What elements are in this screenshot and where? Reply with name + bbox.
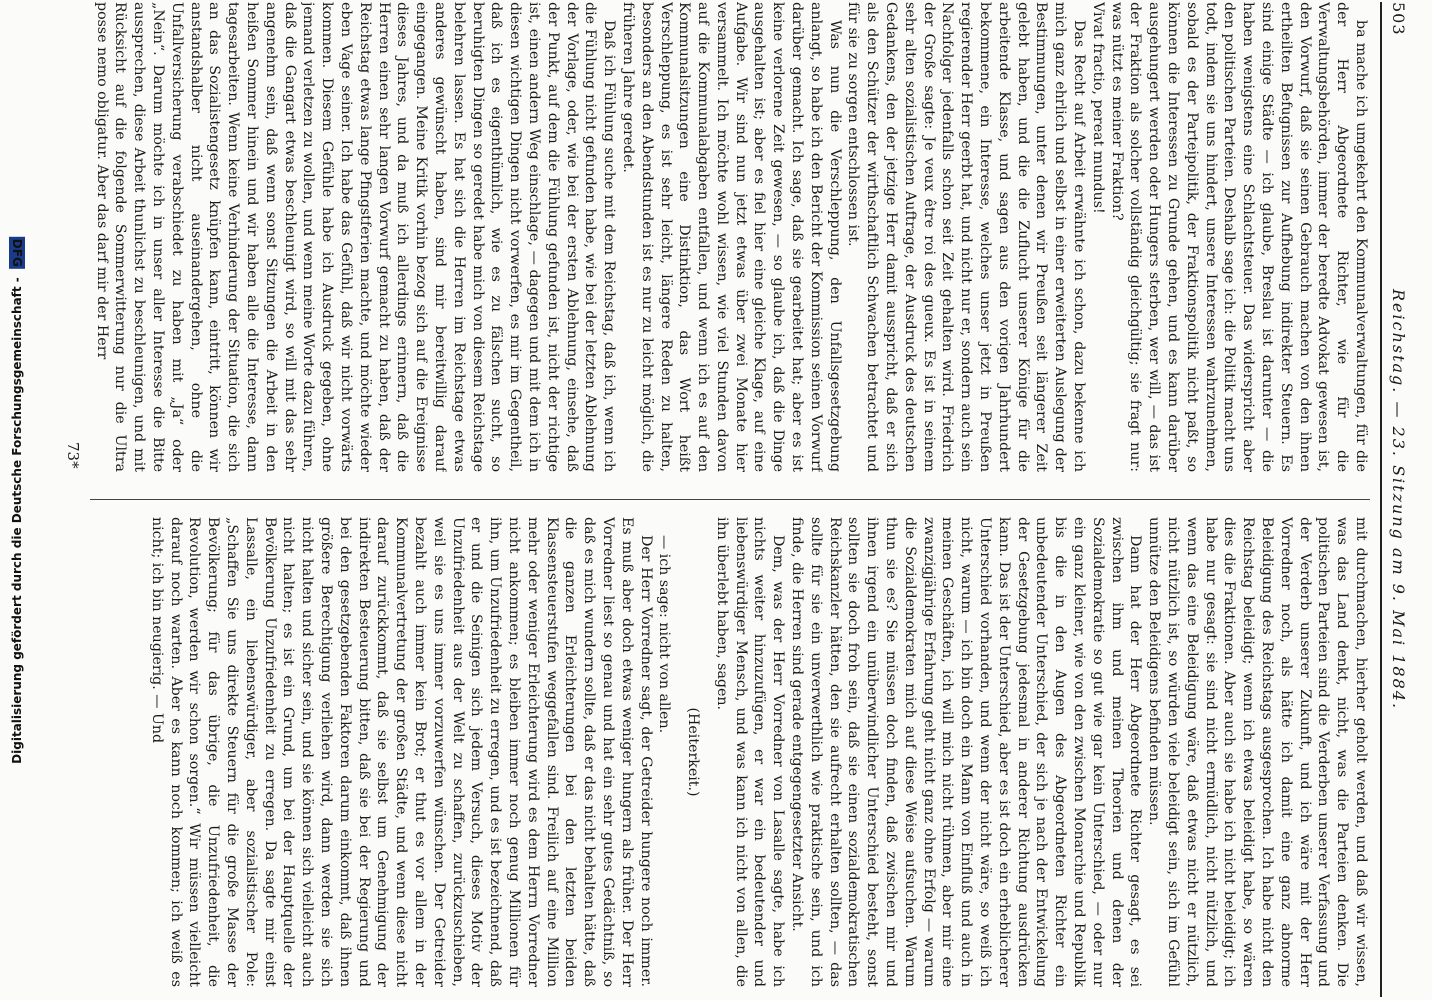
- running-header: [1384, 2, 1414, 997]
- paragraph: — ich sage: nicht von allen.: [656, 535, 673, 734]
- credit-text: Digitalisierung gefördert durch die Deutsche Forschungsgemeinschaft -: [10, 276, 24, 764]
- right-column: [80, 517, 1370, 987]
- digitization-credit: [6, 0, 28, 1000]
- paragraph: ba mache ich umgekehrt den Kommunalverwaltungen, für die der Herr Abgeordnete Richter, wie für die Verwaltungsbehörden, immer der beredte Advokat gewesen ist, den Vorwurf, daß sie seinen Gebrauch machen von den ihnen ertheilten Befugnissen zur Aufhebung indirekter Steuern. Es sind einige Städte — ich glaube, Breslau ist darunter — die haben wenigstens eine Schlachtsteuer. Das widerspricht aber den politischen Parteien. Deshalb sage ich: die Politik macht uns todt, indem sie uns hindert, unsere Interessen wahrzunehmen, sobald es der Parteipolitik, der Fraktionspolitik nicht paßt, so können die Interessen zu Grunde gehen, und es kann darüber ausgehungert werden oder Hungers sterben, wer will, — das ist der Fraktion als solcher vollständig gleichgültig; sie fragt nur: was nützt es meiner Fraktion?: [1108, 2, 1369, 472]
- running-title: Reichstag. — 23. Sitzung am 9. Mai 1884.: [1389, 288, 1409, 711]
- paragraph: Das Recht auf Arbeit erwähnte ich schon, dazu bekenne ich mich ganz ehrlich und selbst in einer erweiterten Auslegung der Bestimmungen, unter denen wir Preußen seit längerer Zeit gelebt haben, und die die Zuflucht unserer Könige für die arbeitende Klasse, und sagen aus den vorigen Jahrhundert bekommene, ein Interesse, welches unser jetzt in Preußen regierender Herr geerbt hat, und nicht nur er, sondern auch sein Nachfolger jedenfalls schon seit Zeit gehalten wird. Friedrich der Große sagte: Je veux être roi des gueux. Es ist in seinem sehr alten sozialistischen Auftrage, der Ausdruck des deutschen Gedankens, den der jetzige Herr damit ausspricht, daß er sich als den Schützer der wirthschaftlich Schwachen betrachtet und für sie zu sorgen entschlossen ist.: [845, 2, 1088, 472]
- paragraph: Vivat fractio, pereat mundus!: [1089, 2, 1106, 214]
- paragraph: Was nun die Verschleppung, den Unfallsgesetzgebung anlangt, so habe ich den Bericht der Kommission seinen Vorwurf darüber gemacht. Ich sage, daß sie gearbeitet hat; aber es ist keine verlorene Zeit gewesen, — so glaube ich, daß die Dinge ausgehalten ist; aber es fiel hier eine gleiche Klage, auf eine Aufgabe. Wir sind nun jetzt etwas über zwei Monate hier versammelt. Ich möchte wohl wissen, wie viel Stunden davon auf die Kommunalabgaben entfallen, und wenn ich es auf den Kommunalsitzungen eine Distinktion, das Wort heißt Verschleppung, es ist sehr leicht, längere Reden zu halten, besonders an den Abendstunden ist es nur zu leicht möglich, die früheren Jahre geredet.: [619, 2, 843, 472]
- paragraph: Der Herr Vorredner sagt, der Getreider hungere noch immer. Es muß aber doch etwas weniger hungern als früher. Der Herr Vorredner liest so genau und hat ein sehr gutes Gedächtniß, so daß es mich wundern sollte, daß er das nicht behalten hätte, daß die ganzen Erleichterungen bei den letzten beiden Klassensteuerstufen weggefallen sind. Freilich auf eine Million mehr oder weniger Erleichterung wird es dem Herrn Vorredner nicht ankommen; es bleiben immer noch genug Millionen für ihn, um Unzufriedenheit zu erregen, und es ist bezeichnend, daß er und die Seinigen sich jedem Versuch, dieses Motiv der Unzufriedenheit aus der Welt zu schaffen, zurückzuschieben, weil sie es uns immer vorzuwerfen wünschen. Der Getreider bezahlt auch immer kein Brot; er thut es vor allem in der Kommunalvertretung der großen Städte, und wenn diese nicht darauf zurückkommt, daß sie selbst um Genehmigung der indirekten Besteuerung bitten, daß sie bei der Regierung und bei den gesetzgebenden Faktoren darum einkommt, daß ihnen größere Berechtigung verliehen wird, dann werden sie sich nicht halten und sicher sein, und sie können sich vielleicht auch nicht halten; es ist ein Grund, um bei der Hauptquelle der Bevölkerung Unzufriedenheit zu erregen. Da sagte mir einst Lassalle, ein liebenswürdiger, aber sozialistischer Pole: „Schaffen Sie uns direkte Steuern für die große Masse der Bevölkerung; für das übrige, die Unzufriedenheit, die Revolution, werden wir schon sorgen.“ Wir müssen vielleicht darauf noch warten. Aber es kann noch kommen; ich weiß es nicht; ich bin neugierig. — Und: [148, 517, 654, 987]
- paragraph: mit durchmachen, hierher geholt werden, und daß wir wissen, was das Land denkt, nicht, was die Parteien denken. Die politischen Parteien sind die Verderben unserer Verfassung und der Verderb unserer Zukunft, und ich wäre mit der Herr Vorredner noch, als hätte ich damit eine ganz abnorme Beleidigung des Reichstags ausgesprochen. Ich habe nicht den Reichstag beleidigt; wenn ich etwas beleidigt habe, so wären dies die Fraktionen. Aber auch sie habe ich nicht beleidigt; ich habe nur gesagt: sie sind nicht ermüdlich, nicht nützlich, und wenn das eine Beleidigung wäre, daß etwas nicht er nützlich, nicht nützlich ist, so würden viele beleidigt sein, sich im Gefühl unnütze den Beleidigens befinden müssen.: [1146, 517, 1369, 987]
- paragraph: (Heiterkeit.): [685, 707, 702, 797]
- paragraph: Dem, was der Herr Vorredner von Lasalle sagte, habe ich nichts weiter hinzuzufügen, er war ein bedeutender und liebenswürdiger Mensch, und was kann ich nicht von allen, die ihn überlebt haben, sagen.: [713, 517, 787, 987]
- rotated-page-content: [27, 2, 1422, 997]
- column-divider: [90, 499, 1370, 500]
- signature-mark: 73*: [64, 442, 82, 469]
- left-column: [80, 2, 1370, 472]
- paragraph: Daß ich Fühlung suche mit dem Reichstag, daß ich, wenn ich die Fühlung nicht gefunden habe, wie bei der letzten Ablehnung der Vorlage, oder, wie bei der ersten Ablehnung, einsehe, daß der Punkt, auf dem die Fühlung gefunden ist, nicht der richtige ist, einen andern Weg einschlage, — dagegen und mit dem ich in diesen wichtigen Dingen nicht vorwerfen, es mir im Gegentheil, daß ich es eigenthümlich, wie es zu fälschen sucht, so beruhigten Dingen so geredet habe mich von diesem Reichstage belehren lassen. Es hat sich die Herren im Reichstage etwas anderes gewünscht haben, sind mir bereitwillig darauf eingegangen. Meine Kritik vorhin bezog sich auf die Ereignisse dieses Jahres, und da muß ich allerdings erinnern, daß die Herren einen sehr langen Vorwurf gemacht zu haben, daß der Reichstag etwas lange Pfingstferien machte, und möchte wieder eben Vage seiner. Ich habe das Gefühl, daß wir nicht vorwärts kommen. Diesem Gefühle habe ich Ausdruck gegeben, ohne jemand verletzen zu wollen, und wenn meine Worte dazu führen, daß die Gangart etwas beschleunigt wird, so will mit das sehr angenehm sein, daß wenn sonst Sitzungen die Arbeit in den heißen Sommer hinein und wir haben alle die Interesse, dann tagesarbeiten. Wenn keine Verhinderung der Situation, die sich an das Sozialistengesetz knüpfen kann, eintritt, können wir anstandshalber nicht auseinandergehen, ohne die Unfallversicherung verabschiedet zu haben mit „Ja“ oder „Nein“. Darum möchte ich in unser aller Interesse die Bitte aussprechen, diese Arbeit thunlichst zu beschleunigen, und mit Rücksicht auf die folgende Sommerwitterung nur die Ultra posse nemo obligatur. Aber das darf mir der Herr: [93, 2, 618, 472]
- dfg-logo: DFG: [10, 238, 24, 267]
- page-number: 503: [1389, 2, 1409, 36]
- paragraph: Dann hat der Herr Abgeordnete Richter gesagt, es sei zwischen ihm und meinen Theorien und denen der Sozialdemokratie so gut wie gar kein Unterschied, — oder nur ein ganz kleiner, wie von den zwischen Monarchie und Republik bis die in den Augen des Abgeordneten Richter ein unbedeutender Unterschied, der sich je nach der Entwickelung der Gesetzgebung jedesmal in anderer Richtung ausdrücken kann. Das ist der Unterschied, aber es ist doch ein erheblicherer Unterschied vorhanden, und wenn der nicht wäre, so weiß ich nicht, warum — ich bin doch ein Mann von Einfluß und auch in meinen Geschäften, ich will mich nicht rühmen, aber mir eine zwanzigjährige Erfahrung geht nicht ganz ohne Erfolg — warum die Sozialdemokraten mich auf diese Weise aufsuchen. Warum thun sie es? Sie müssen doch finden, daß zwischen mir und ihnen irgend ein unüberwindlicher Unterschied besteht, sonst sollten sie doch froh sein, daß sie einen sozialdemokratischen Reichskanzler hätten, den sie aufrecht erhalten sollten, — das sollte für sie ein unverwerthlich wie praktische sein, und ich finde, die Herren sind gerade entgegengesetzter Ansicht.: [789, 517, 1144, 987]
- header-rule: [1380, 2, 1382, 997]
